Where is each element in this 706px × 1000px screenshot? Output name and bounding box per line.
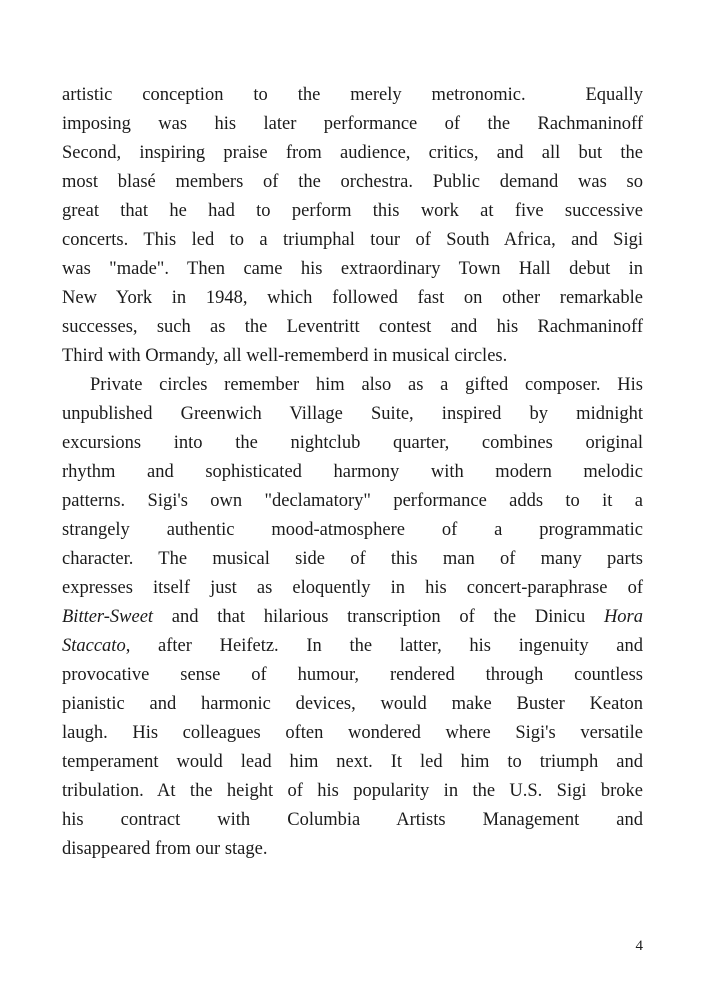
text-line [62, 603, 643, 632]
text-segment: provocative sense of humour, rendered through countless [62, 665, 643, 685]
text-segment: concerts. This led to a triumphal tour of South Africa, and Sigi [62, 230, 643, 250]
text-segment: Second, inspiring praise from audience, critics, and all but the [62, 143, 643, 163]
text-segment: pianistic and harmonic devices, would make Buster Keaton [62, 694, 643, 714]
text-segment: character. The musical side of this man of many parts [62, 549, 643, 569]
text-line [62, 458, 643, 487]
text-line [62, 255, 643, 284]
text-line [62, 226, 643, 255]
text-segment: temperament would lead him next. It led him to triumph and [62, 752, 643, 772]
text-line [62, 632, 643, 661]
text-segment: patterns. Sigi's own "declamatory" performance adds to it a [62, 491, 643, 511]
text-segment: rhythm and sophisticated harmony with modern melodic [62, 462, 643, 482]
paragraph [62, 81, 643, 371]
text-segment: Private circles remember him also as a gifted composer. His [90, 375, 643, 395]
text-line [62, 777, 643, 806]
text-segment: and that hilarious transcription of the Dinicu [153, 607, 604, 627]
text-segment: strangely authentic mood-atmosphere of a programmatic [62, 520, 643, 540]
text-segment: expresses itself just as eloquently in his concert-paraphrase of [62, 578, 643, 598]
text-line [62, 429, 643, 458]
text-line [62, 690, 643, 719]
text-line [62, 81, 643, 110]
text-line [62, 400, 643, 429]
text-line [62, 574, 643, 603]
text-segment: his contract with Columbia Artists Management and [62, 810, 643, 830]
text-line [62, 197, 643, 226]
text-segment: laugh. His colleagues often wondered where Sigi's versatile [62, 723, 643, 743]
text-line [62, 806, 643, 835]
italic-text: Staccato [62, 636, 126, 656]
text-line [62, 371, 643, 400]
text-line [62, 719, 643, 748]
text-line [62, 313, 643, 342]
text-block [62, 81, 643, 864]
text-segment: unpublished Greenwich Village Suite, inspired by midnight [62, 404, 643, 424]
text-line [62, 661, 643, 690]
page-number: 4 [635, 938, 643, 954]
text-line [62, 748, 643, 777]
text-segment: most blasé members of the orchestra. Public demand was so [62, 172, 643, 192]
text-line [62, 168, 643, 197]
text-segment: , after Heifetz. In the latter, his ingenuity and [125, 636, 643, 656]
text-line [62, 342, 643, 371]
text-line [62, 284, 643, 313]
text-line [62, 516, 643, 545]
text-segment: was "made". Then came his extraordinary Town Hall debut in [62, 259, 643, 279]
text-segment: imposing was his later performance of the Rachmaninoff [62, 114, 643, 134]
italic-text: Bitter-Sweet [62, 607, 154, 627]
text-segment: artistic conception to the merely metronomic. Equally [62, 85, 643, 105]
text-segment: New York in 1948, which followed fast on other remarkable [62, 288, 643, 308]
text-segment: successes, such as the Leventritt contest and his Rachmaninoff [62, 317, 643, 337]
paragraph [62, 371, 643, 864]
text-segment: excursions into the nightclub quarter, combines original [62, 433, 643, 453]
italic-text: Hora [603, 607, 643, 627]
text-line [62, 545, 643, 574]
text-line [62, 139, 643, 168]
text-segment: tribulation. At the height of his popularity in the U.S. Sigi broke [62, 781, 643, 801]
text-line [62, 110, 643, 139]
text-segment: Third with Ormandy, all well-rememberd in musical circles. [62, 346, 508, 366]
text-segment: great that he had to perform this work at five successive [62, 201, 643, 221]
text-segment: disappeared from our stage. [62, 839, 268, 859]
text-line [62, 487, 643, 516]
text-line [62, 835, 643, 864]
